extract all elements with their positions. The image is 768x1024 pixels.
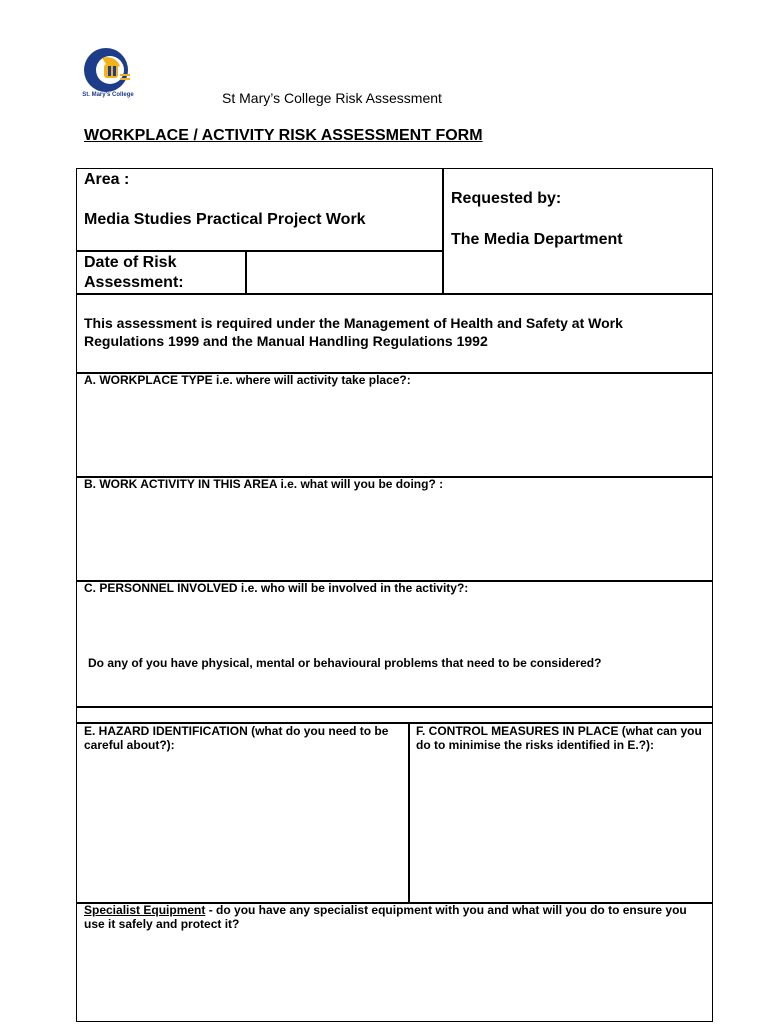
section-a-cell[interactable] [76, 372, 713, 478]
section-c-question: Do any of you have physical, mental or behavioural problems that need to be considered? [88, 656, 602, 670]
specialist-equipment-question: - do you have any specialist equipment with you and what will you do to ensure you use it safely and protect it? [84, 903, 687, 931]
requested-by-label: Requested by: [451, 190, 562, 207]
area-cell [76, 168, 444, 252]
section-e-label: E. HAZARD IDENTIFICATION (what do you need to be careful about?): [84, 724, 389, 752]
form-title: WORKPLACE / ACTIVITY RISK ASSESSMENT FORM [84, 127, 483, 144]
specialist-equipment-label: Specialist Equipment [84, 903, 206, 917]
section-c-cell[interactable] [76, 580, 713, 708]
logo-caption: St. Mary's College [82, 92, 134, 98]
section-c-label: C. PERSONNEL INVOLVED i.e. who will be involved in the activity?: [84, 581, 469, 595]
section-b-cell[interactable] [76, 476, 713, 582]
section-b-label: B. WORK ACTIVITY IN THIS AREA i.e. what will you be doing? : [84, 477, 444, 491]
date-label: Date of Risk Assessment: [84, 254, 184, 291]
area-label: Area : [84, 171, 130, 188]
college-title: St Mary’s College Risk Assessment [222, 90, 442, 106]
specialist-equipment-text [84, 903, 704, 931]
section-a-label: A. WORKPLACE TYPE i.e. where will activity take place?: [84, 373, 411, 387]
regulations-note: This assessment is required under the Management of Health and Safety at Work Regulations 1999 and the Manual Handling Regulations 1992 [84, 315, 623, 349]
area-value: Media Studies Practical Project Work [84, 211, 366, 228]
section-f-label: F. CONTROL MEASURES IN PLACE (what can you do to minimise the risks identified in E.?): [416, 724, 702, 752]
requested-by-value: The Media Department [451, 231, 623, 248]
date-field[interactable] [245, 250, 444, 295]
